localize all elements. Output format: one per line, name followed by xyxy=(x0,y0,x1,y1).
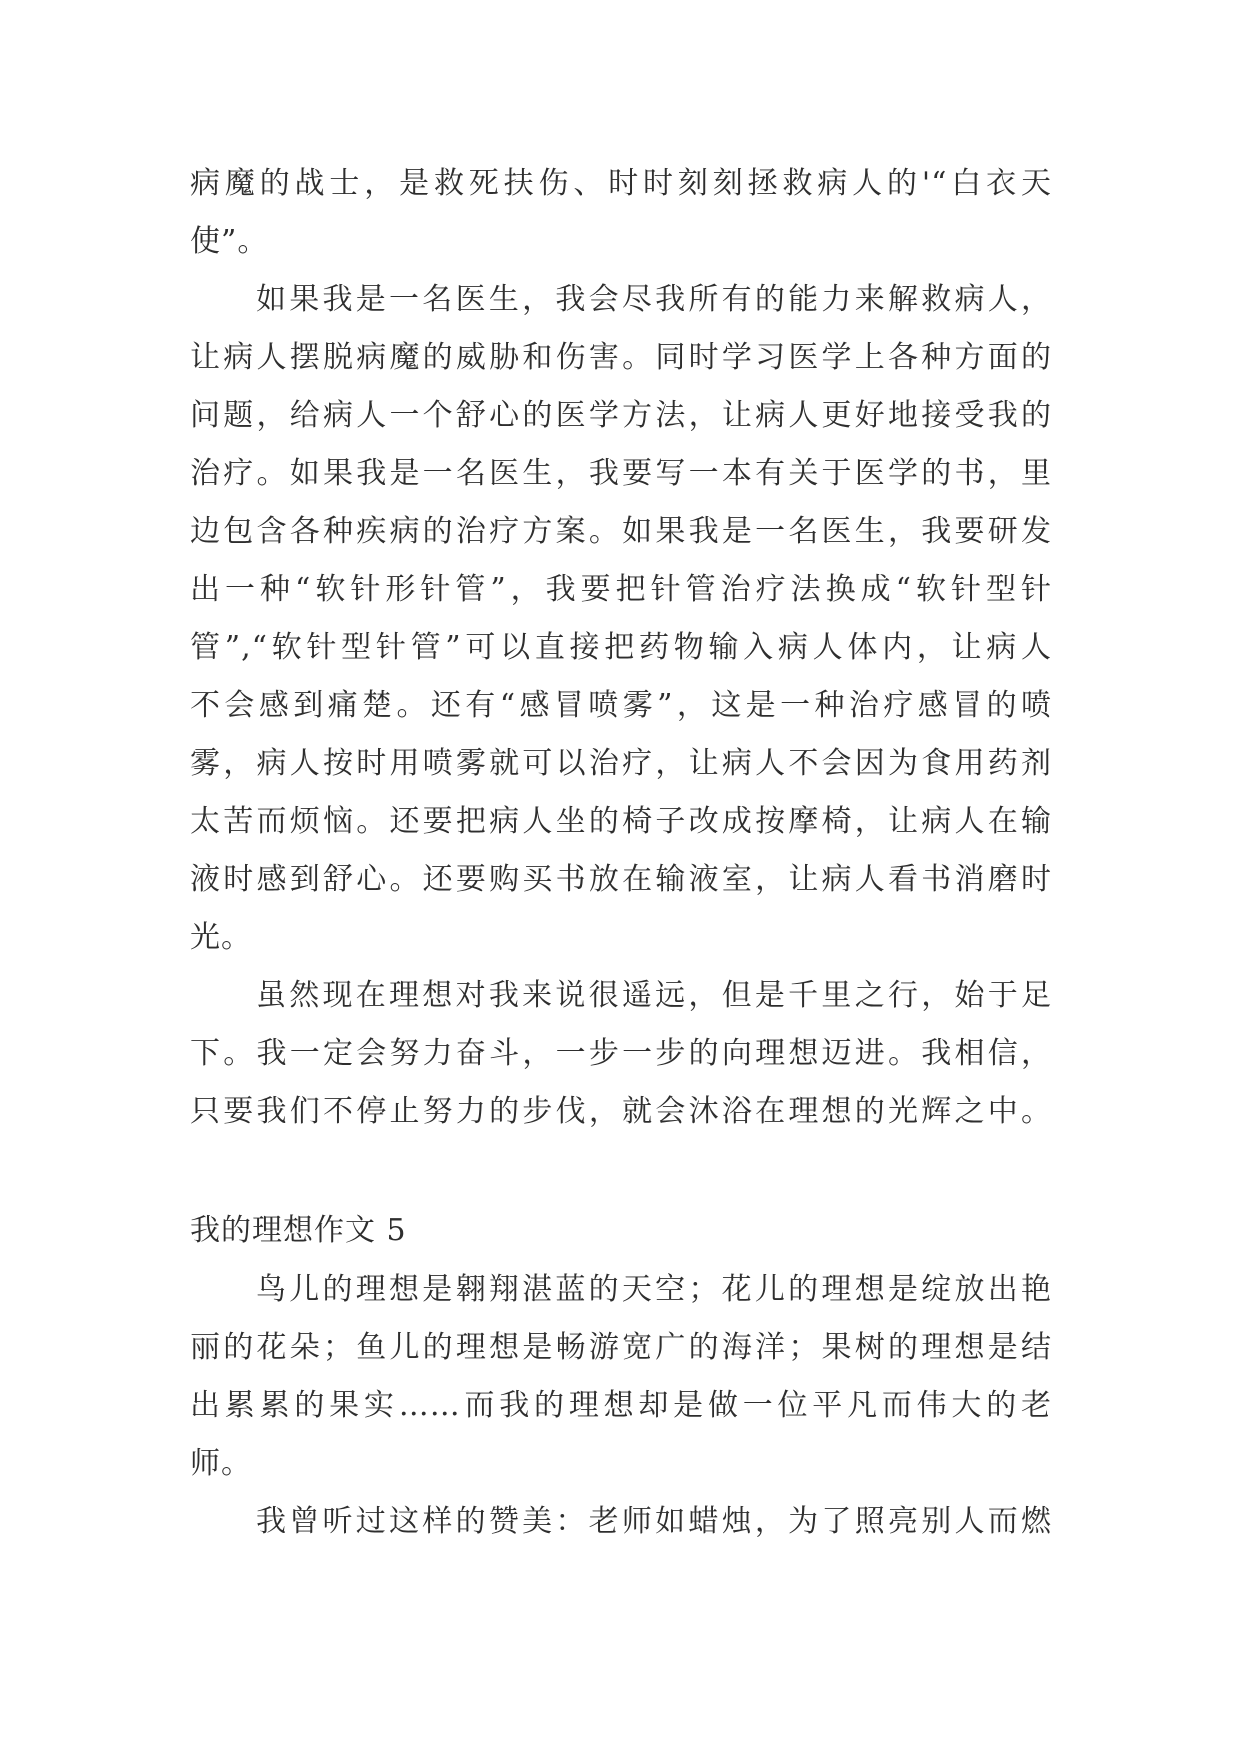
text-line: 出累累的果实……而我的理想却是做一位平凡而伟大的老 xyxy=(190,1388,1052,1423)
section-heading: 我的理想作文 5 xyxy=(190,1213,407,1248)
text-line: 边包含各种疾病的治疗方案。如果我是一名医生，我要研发 xyxy=(190,514,1052,549)
text-line: 使”。 xyxy=(190,224,269,259)
text-line: 不会感到痛楚。还有“感冒喷雾”，这是一种治疗感冒的喷 xyxy=(190,688,1052,723)
text-line: 师。 xyxy=(190,1446,252,1481)
text-line: 光。 xyxy=(190,920,252,955)
text-line: 下。我一定会努力奋斗，一步一步的向理想迈进。我相信， xyxy=(190,1036,1052,1071)
text-line: 我曾听过这样的赞美：老师如蜡烛，为了照亮别人而燃 xyxy=(256,1504,1052,1539)
text-line: 液时感到舒心。还要购买书放在输液室，让病人看书消磨时 xyxy=(190,862,1052,897)
text-line: 管”,“软针型针管”可以直接把药物输入病人体内，让病人 xyxy=(190,630,1052,665)
text-line: 让病人摆脱病魔的威胁和伤害。同时学习医学上各种方面的 xyxy=(190,340,1052,375)
text-line: 虽然现在理想对我来说很遥远，但是千里之行，始于足 xyxy=(256,978,1052,1013)
text-line: 治疗。如果我是一名医生，我要写一本有关于医学的书，里 xyxy=(190,456,1052,491)
text-line: 雾，病人按时用喷雾就可以治疗，让病人不会因为食用药剂 xyxy=(190,746,1052,781)
text-line: 问题，给病人一个舒心的医学方法，让病人更好地接受我的 xyxy=(190,398,1052,433)
text-line: 如果我是一名医生，我会尽我所有的能力来解救病人， xyxy=(256,282,1052,317)
text-line: 丽的花朵；鱼儿的理想是畅游宽广的海洋；果树的理想是结 xyxy=(190,1330,1052,1365)
text-line: 太苦而烦恼。还要把病人坐的椅子改成按摩椅，让病人在输 xyxy=(190,804,1052,839)
text-line: 出一种“软针形针管”，我要把针管治疗法换成“软针型针 xyxy=(190,572,1052,607)
text-line: 只要我们不停止努力的步伐，就会沐浴在理想的光辉之中。 xyxy=(190,1094,1052,1129)
text-line: 鸟儿的理想是翱翔湛蓝的天空；花儿的理想是绽放出艳 xyxy=(256,1272,1052,1307)
text-line: 病魔的战士，是救死扶伤、时时刻刻拯救病人的'“白衣天 xyxy=(190,166,1052,201)
